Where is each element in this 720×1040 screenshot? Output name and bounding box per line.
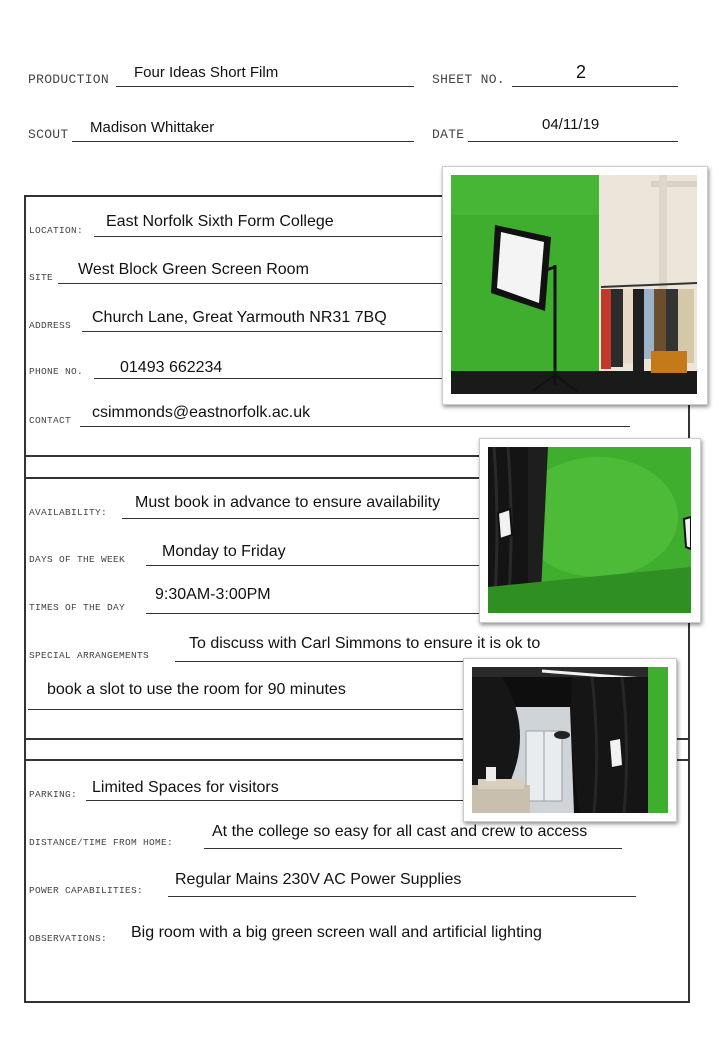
times-label: TIMES OF THE DAY: [29, 602, 126, 613]
green-screen-wall-photo: [488, 447, 691, 613]
parking-value[interactable]: Limited Spaces for visitors: [92, 779, 279, 796]
distance-line: [204, 848, 622, 849]
special-value-line2[interactable]: book a slot to use the room for 90 minutes: [47, 681, 346, 698]
parking-label: PARKING:: [29, 789, 78, 800]
availability-value[interactable]: Must book in advance to ensure availability: [135, 494, 441, 511]
times-value[interactable]: 9:30AM-3:00PM: [155, 586, 271, 603]
date-label: DATE: [432, 127, 465, 142]
site-value[interactable]: West Block Green Screen Room: [78, 261, 309, 278]
observations-label: OBSERVATIONS:: [29, 933, 108, 944]
date-value[interactable]: 04/11/19: [542, 116, 600, 133]
location-photo-2: [479, 438, 701, 623]
scout-label: SCOUT: [28, 127, 69, 142]
power-value[interactable]: Regular Mains 230V AC Power Supplies: [175, 871, 462, 888]
green-screen-room-photo: [451, 175, 697, 394]
days-value[interactable]: Monday to Friday: [162, 543, 286, 560]
box-bottom-border: [24, 1001, 690, 1003]
box-left-border: [24, 196, 26, 1002]
distance-label: DISTANCE/TIME FROM HOME:: [29, 837, 174, 848]
production-line: [116, 86, 414, 87]
production-value[interactable]: Four Ideas Short Film: [134, 64, 279, 81]
location-photo-1: [442, 166, 708, 405]
times-line: [146, 613, 480, 614]
sheet-no-value[interactable]: 2: [576, 62, 587, 82]
date-line: [468, 141, 678, 142]
address-value[interactable]: Church Lane, Great Yarmouth NR31 7BQ: [92, 309, 387, 326]
special-line-2: [28, 709, 472, 710]
distance-value[interactable]: At the college so easy for all cast and crew to access: [212, 823, 588, 840]
contact-value[interactable]: csimmonds@eastnorfolk.ac.uk: [92, 404, 311, 421]
days-line: [146, 565, 480, 566]
address-label: ADDRESS: [29, 320, 72, 331]
location-line: [94, 236, 444, 237]
power-line: [168, 896, 636, 897]
special-value-line1[interactable]: To discuss with Carl Simmons to ensure it is ok to: [189, 635, 541, 652]
contact-line: [80, 426, 630, 427]
contact-label: CONTACT: [29, 415, 72, 426]
sheet-no-label: SHEET NO.: [432, 72, 505, 87]
site-line: [58, 283, 444, 284]
availability-line: [122, 518, 480, 519]
site-label: SITE: [29, 272, 54, 283]
days-label: DAYS OF THE WEEK: [29, 554, 126, 565]
phone-value[interactable]: 01493 662234: [120, 359, 223, 376]
special-arrangements-label: SPECIAL ARRANGEMENTS: [29, 650, 150, 661]
availability-label: AVAILABILITY:: [29, 507, 108, 518]
location-photo-3: [463, 658, 677, 822]
phone-label: PHONE NO.: [29, 366, 84, 377]
production-label: PRODUCTION: [28, 72, 110, 87]
observations-value[interactable]: Big room with a big green screen wall and artificial lighting: [131, 924, 542, 941]
curtained-room-photo: [472, 667, 668, 813]
location-label: LOCATION:: [29, 225, 84, 236]
address-line: [82, 331, 444, 332]
phone-line: [94, 378, 444, 379]
scout-line: [72, 141, 414, 142]
power-label: POWER CAPABILITIES:: [29, 885, 144, 896]
parking-line: [86, 800, 472, 801]
sheet-no-line: [512, 86, 678, 87]
location-value[interactable]: East Norfolk Sixth Form College: [106, 213, 334, 230]
scout-value[interactable]: Madison Whittaker: [90, 119, 215, 136]
